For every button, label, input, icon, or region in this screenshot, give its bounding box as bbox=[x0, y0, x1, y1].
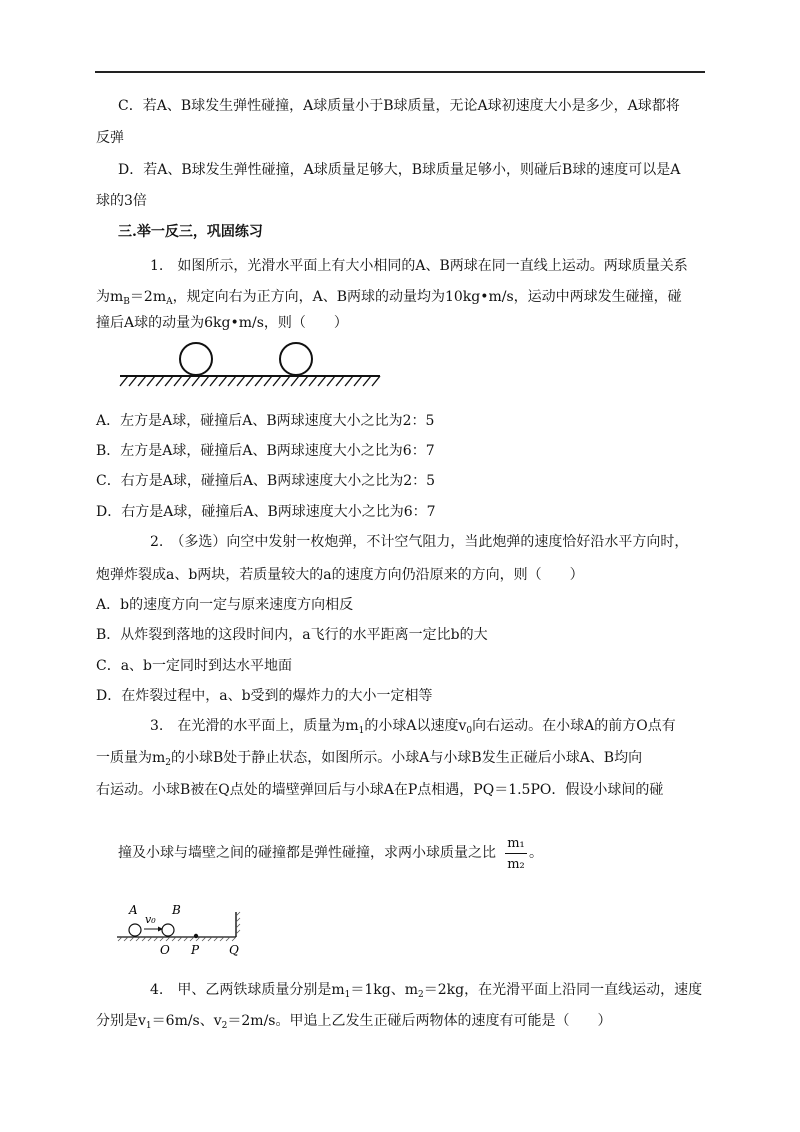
q3-line4: 撞及小球与墙壁之间的碰撞都是弹性碰撞，求两小球质量之比 bbox=[118, 845, 496, 861]
ball-a bbox=[129, 924, 141, 936]
label-a: A bbox=[129, 903, 138, 917]
ground-hatching bbox=[120, 376, 380, 386]
intro-option-c-line2: 反弹 bbox=[96, 130, 124, 146]
q1-option-a: A．左方是A球，碰撞后A、B两球速度大小之比为2：5 bbox=[96, 413, 435, 429]
q3-line4-end: 。 bbox=[529, 845, 543, 861]
q1-line1: 1. 如图所示，光滑水平面上有大小相同的A、B两球在同一直线上运动。两球质量关系 bbox=[150, 258, 688, 274]
q2-line1: 2. （多选）向空中发射一枚炮弹，不计空气阻力，当此炮弹的速度恰好沿水平方向时， bbox=[150, 534, 689, 550]
q2-option-a: A．b的速度方向一定与原来速度方向相反 bbox=[96, 597, 354, 613]
q4-line1: 4. 甲、乙两铁球质量分别是$m_1=1kg$、$m_2=2kg$，在光滑平面上沿同一直线运动，速度 bbox=[150, 982, 703, 1000]
q3-line3: 右运动。小球B被在Q点处的墙壁弹回后与小球A在P点相遇，PQ＝1.5PO．假设小球间的碰 bbox=[96, 782, 664, 798]
q2-line2: 炮弹炸裂成a、b两块，若质量较大的a的速度方向仍沿原来的方向，则（ ） bbox=[96, 567, 584, 583]
q1-two-balls-figure bbox=[118, 338, 383, 388]
q1-line2: 为$m_B=2m_A$，规定向右为正方向，A、B两球的动量均为10kg•m/s，运动中两球发生碰撞，碰 bbox=[96, 289, 682, 307]
fraction-denominator: m₂ bbox=[507, 857, 525, 872]
intro-option-c-line1: C．若A、B球发生弹性碰撞，A球质量小于B球质量，无论A球初速度大小是多少，A球都将 bbox=[118, 98, 680, 114]
label-o: O bbox=[160, 943, 170, 957]
intro-option-d-line2: 球的3倍 bbox=[96, 193, 147, 209]
q1-option-c: C．右方是A球，碰撞后A、B两球速度大小之比为2：5 bbox=[96, 473, 436, 489]
q1-option-b: B．左方是A球，碰撞后A、B两球速度大小之比为6：7 bbox=[96, 443, 435, 459]
fraction-numerator: m₁ bbox=[505, 836, 527, 854]
section-heading: 三.举一反三，巩固练习 bbox=[118, 224, 263, 240]
ball-left bbox=[180, 343, 212, 375]
q2-option-c: C．a、b一定同时到达水平地面 bbox=[96, 658, 293, 674]
q2-option-b: B．从炸裂到落地的这段时间内，a飞行的水平距离一定比b的大 bbox=[96, 627, 488, 643]
label-q: Q bbox=[229, 943, 239, 957]
q4-line2: 分别是$v_1=6m/s$、$v_2=2m/s$。甲追上乙发生正碰后两物体的速度有可能是（ ） bbox=[96, 1013, 612, 1031]
ball-right bbox=[280, 343, 312, 375]
q1-option-d: D．右方是A球，碰撞后A、B两球速度大小之比为6：7 bbox=[96, 504, 436, 520]
label-p: P bbox=[191, 943, 200, 957]
q3-wall-figure bbox=[114, 898, 249, 960]
q2-option-d: D．在炸裂过程中，a、b受到的爆炸力的大小一定相等 bbox=[96, 688, 433, 704]
mass-ratio-fraction bbox=[505, 836, 527, 873]
ball-b bbox=[162, 924, 174, 936]
label-b: B bbox=[172, 903, 181, 917]
header-rule bbox=[95, 71, 705, 73]
label-v0: v₀ bbox=[145, 913, 156, 926]
q1-line3: 撞后A球的动量为6kg•m/s，则（ ） bbox=[96, 315, 348, 331]
q3-line1: 3. 在光滑的水平面上，质量为$m_1$的小球A以速度$v_0$向右运动。在小球A的前方O点有 bbox=[150, 718, 676, 736]
intro-option-d-line1: D．若A、B球发生弹性碰撞，A球质量足够大，B球质量足够小，则碰后B球的速度可以是A bbox=[118, 162, 681, 178]
q3-line2: 一质量为$m_2$的小球B处于静止状态，如图所示。小球A与小球B发生正碰后小球A、B均向 bbox=[96, 750, 643, 768]
